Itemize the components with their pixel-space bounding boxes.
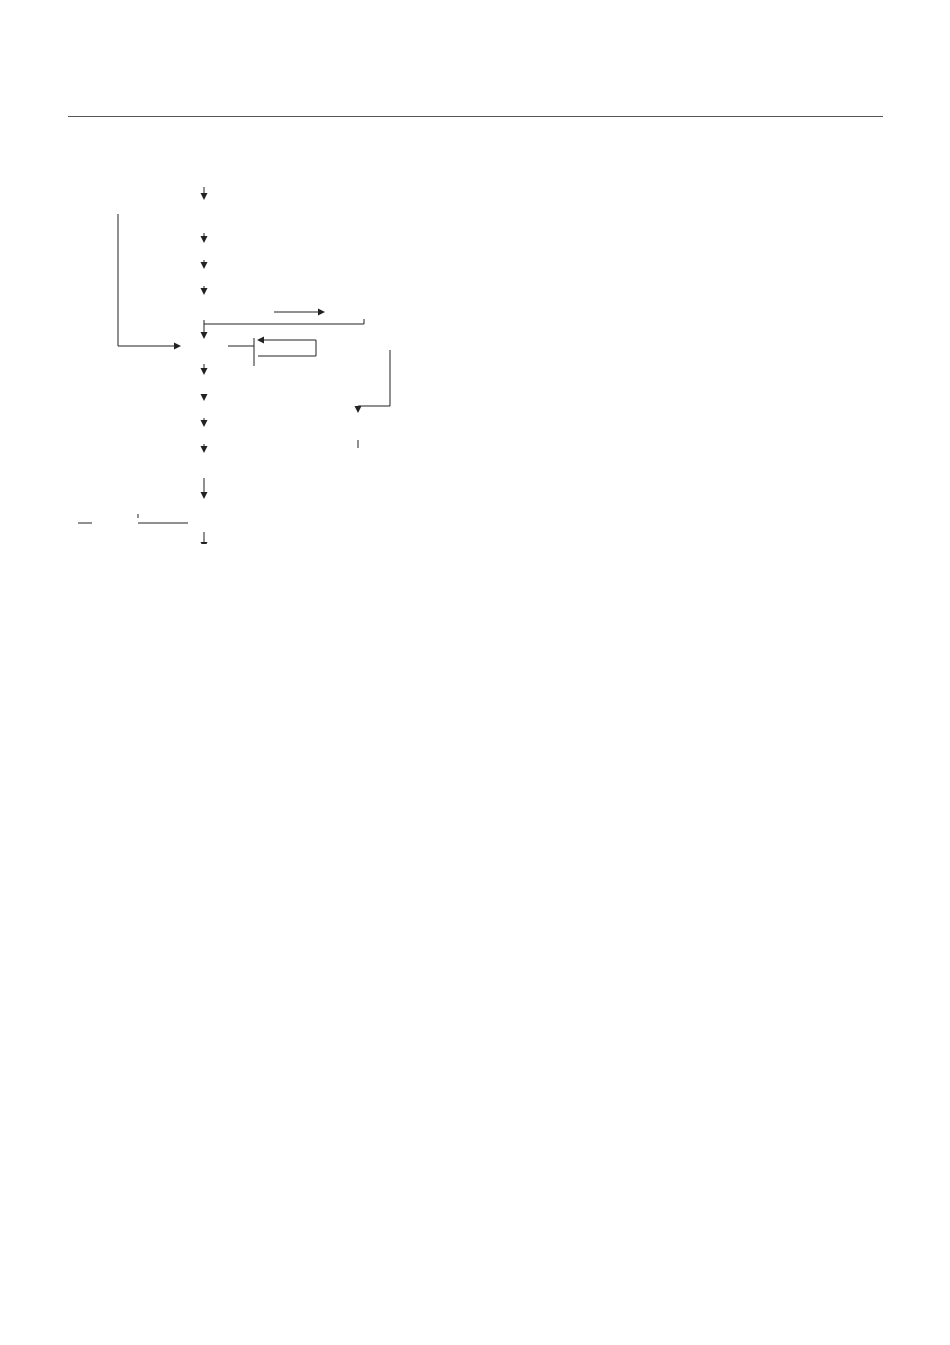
header-rule xyxy=(68,116,883,117)
flow-edges xyxy=(78,187,390,544)
left-column xyxy=(68,132,460,544)
flowchart-figure xyxy=(68,136,460,544)
